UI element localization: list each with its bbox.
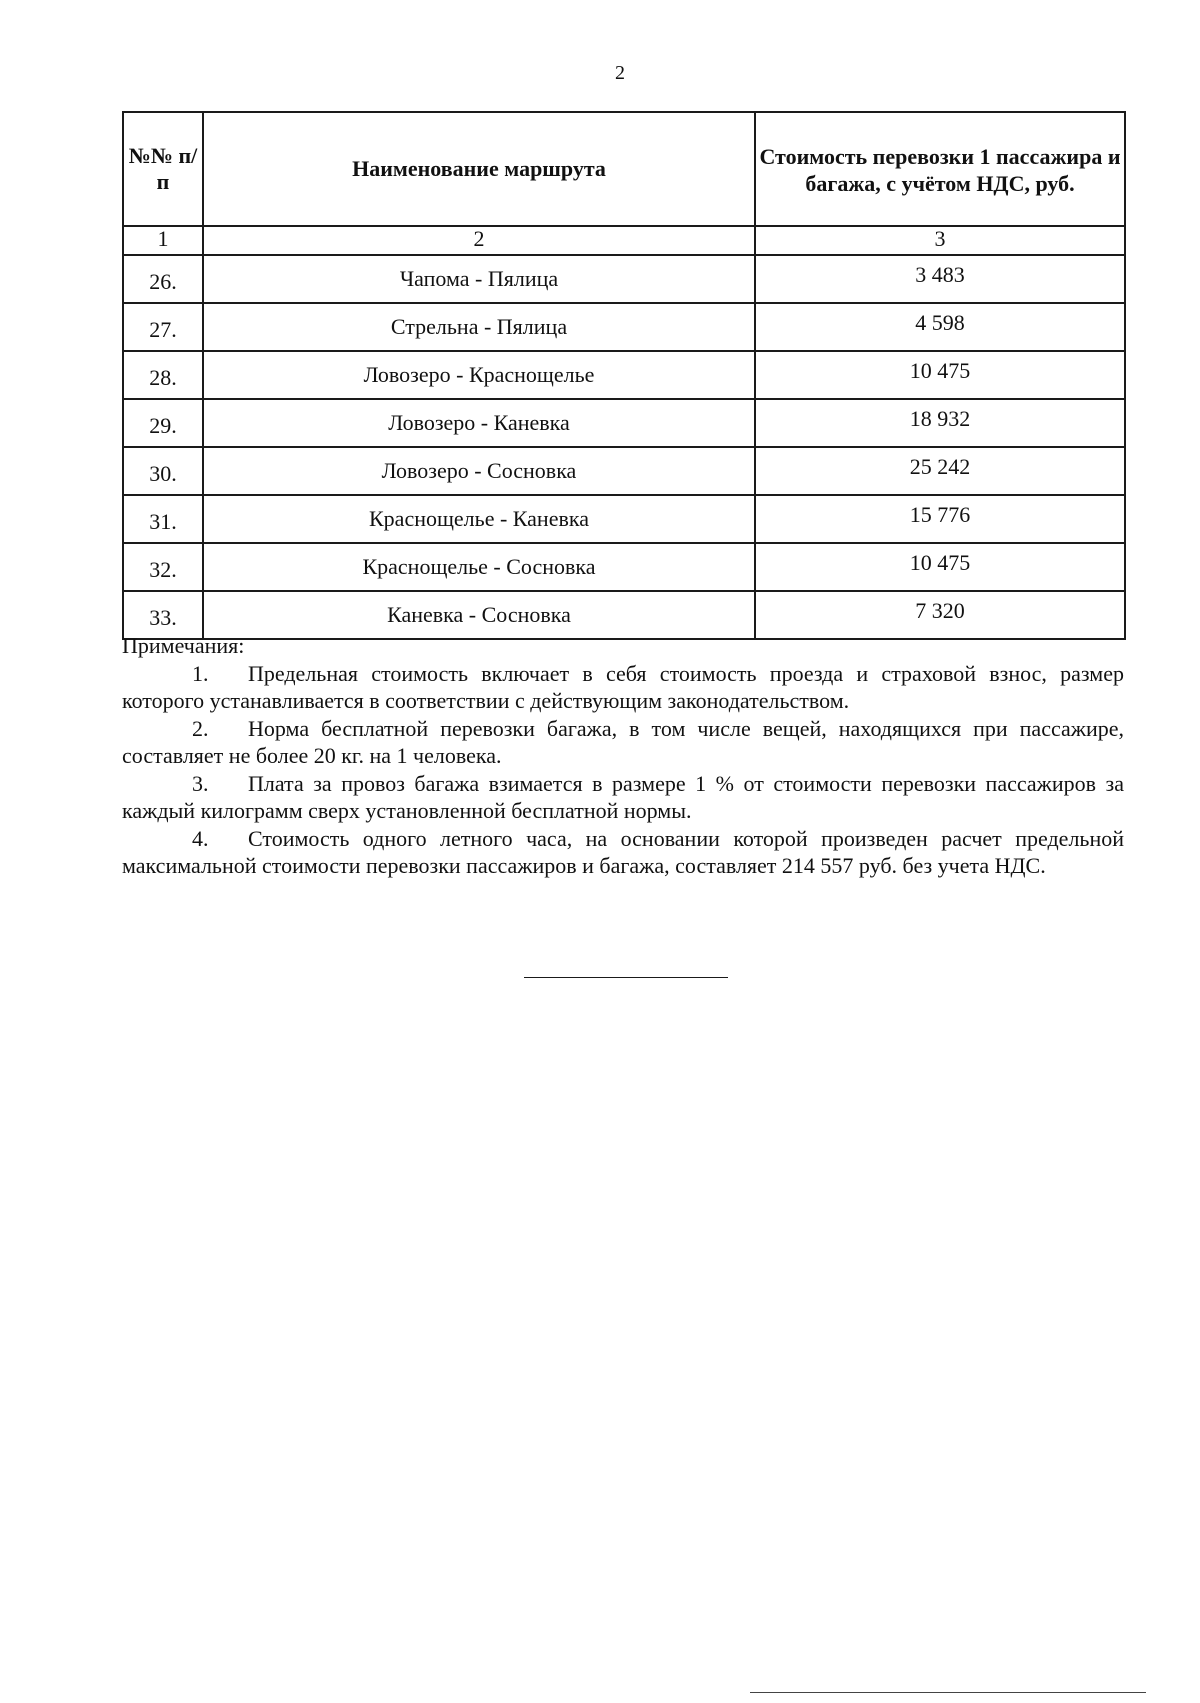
row-number: 30.: [123, 447, 203, 495]
route-cost: 4 598: [755, 303, 1125, 351]
row-number: 26.: [123, 255, 203, 303]
column-index-3: 3: [755, 226, 1125, 255]
route-name: Каневка - Сосновка: [203, 591, 755, 639]
route-cost: 15 776: [755, 495, 1125, 543]
route-cost: 25 242: [755, 447, 1125, 495]
page-number: 2: [615, 62, 625, 84]
routes-table: [122, 111, 1126, 640]
table-row: [123, 543, 1125, 591]
column-index-2: 2: [203, 226, 755, 255]
route-name: Краснощелье - Каневка: [203, 495, 755, 543]
route-cost: 10 475: [755, 351, 1125, 399]
row-number: 27.: [123, 303, 203, 351]
row-number: 33.: [123, 591, 203, 639]
note-text: Плата за провоз багажа взимается в размере 1 % от стоимости перевозки пассажиров за каждый килограмм сверх установленной бесплатной нормы.: [122, 770, 1124, 823]
note-number: 3.: [192, 770, 209, 796]
note-item: [122, 715, 1124, 770]
row-number: 29.: [123, 399, 203, 447]
page-bottom-line: [750, 1692, 1146, 1693]
end-divider: [524, 977, 728, 978]
header-cost: Стоимость перевозки 1 пассажира и багажа, с учётом НДС, руб.: [755, 112, 1125, 226]
table-row: [123, 495, 1125, 543]
row-number: 31.: [123, 495, 203, 543]
table-row: [123, 255, 1125, 303]
column-index-row: [123, 226, 1125, 255]
route-name: Ловозеро - Краснощелье: [203, 351, 755, 399]
note-number: 1.: [192, 660, 209, 686]
note-item: [122, 825, 1124, 880]
note-number: 2.: [192, 715, 209, 741]
header-num: №№ п/п: [123, 112, 203, 226]
route-name: Чапома - Пялица: [203, 255, 755, 303]
route-name: Краснощелье - Сосновка: [203, 543, 755, 591]
note-number: 4.: [192, 825, 209, 851]
header-route: Наименование маршрута: [203, 112, 755, 226]
table-row: [123, 447, 1125, 495]
note-item: [122, 660, 1124, 715]
note-text: Предельная стоимость включает в себя стоимость проезда и страховой взнос, размер которого устанавливается в соответствии с действующим законодательством.: [122, 660, 1124, 713]
route-name: Ловозеро - Сосновка: [203, 447, 755, 495]
notes-title: Примечания:: [122, 633, 245, 658]
table-header-row: [123, 112, 1125, 226]
table-row: [123, 351, 1125, 399]
route-cost: 18 932: [755, 399, 1125, 447]
note-text: Норма бесплатной перевозки багажа, в том числе вещей, находящихся при пассажире, составляет не более 20 кг. на 1 человека.: [122, 715, 1124, 768]
note-item: [122, 770, 1124, 825]
row-number: 32.: [123, 543, 203, 591]
route-cost: 3 483: [755, 255, 1125, 303]
column-index-1: 1: [123, 226, 203, 255]
table-row: [123, 303, 1125, 351]
route-name: Стрельна - Пялица: [203, 303, 755, 351]
table-row: [123, 399, 1125, 447]
note-text: Стоимость одного летного часа, на основании которой произведен расчет предельной максимальной стоимости перевозки пассажиров и багажа, составляет 214 557 руб. без учета НДС.: [122, 825, 1124, 878]
row-number: 28.: [123, 351, 203, 399]
route-cost: 7 320: [755, 591, 1125, 639]
route-cost: 10 475: [755, 543, 1125, 591]
route-name: Ловозеро - Каневка: [203, 399, 755, 447]
notes-section: [122, 632, 1124, 880]
